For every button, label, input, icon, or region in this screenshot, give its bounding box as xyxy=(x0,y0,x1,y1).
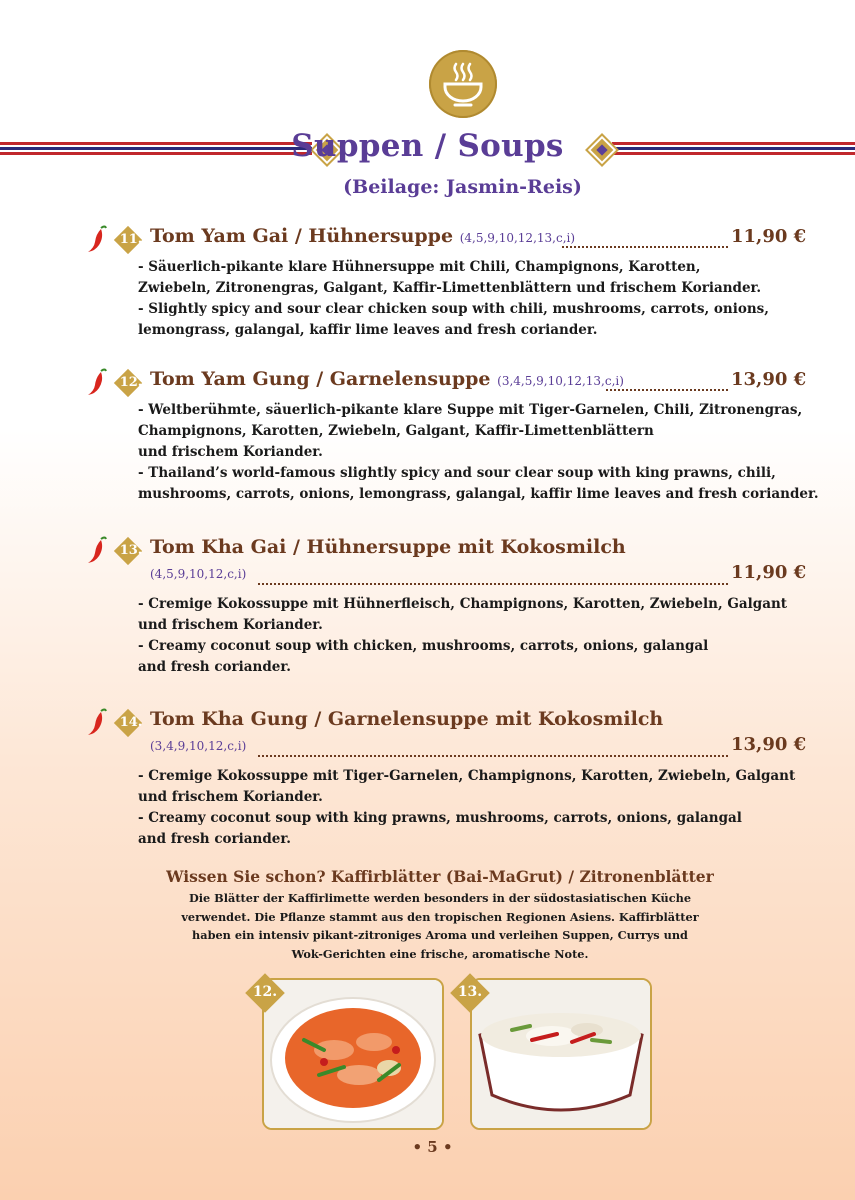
photo-tom-yam-gung xyxy=(262,978,444,1130)
leader-dots xyxy=(562,234,728,248)
page-number xyxy=(0,1138,855,1156)
item-price: 13,90 € xyxy=(731,734,807,755)
chili-icon xyxy=(86,707,108,737)
item-description: - Cremige Kokossuppe mit Hühnerfleisch, Champignons, Karotten, Zwiebeln, Galgant und frischem Koriander. - Creamy coconut soup with chicken, mushrooms, carrots, onions, galangal and fresh coriander. xyxy=(138,596,788,675)
photo-number-badge: 13. xyxy=(449,972,491,1014)
leader-dots xyxy=(606,377,728,391)
item-number-badge: 14. xyxy=(114,709,142,737)
item-price: 11,90 € xyxy=(731,562,807,583)
item-price: 13,90 € xyxy=(731,369,807,390)
chili-icon xyxy=(86,535,108,565)
item-number-badge: 13. xyxy=(114,537,142,565)
bullet-icon: • xyxy=(442,1138,453,1156)
page-title: Suppen / Soups xyxy=(291,128,564,164)
info-text: Die Blätter der Kaffirlimette werden besonders in der südostasiatischen Küche verwendet. Die Pflanze stammt aus den tropischen Regionen Asiens. Kaffirblätter haben ein intensiv pikant-zitroniges Aroma und verleihen Suppen, Currys und Wok-Gerichten eine frische, aromatische Note. xyxy=(181,891,699,961)
item-name: Tom Yam Gai / Hühnersuppe xyxy=(150,225,454,247)
chili-icon xyxy=(86,224,108,254)
item-price: 11,90 € xyxy=(731,226,807,247)
chili-icon xyxy=(86,367,108,397)
item-number-badge: 11. xyxy=(114,226,142,254)
item-allergens: (4,5,9,10,12,c,i) xyxy=(150,567,247,581)
photo-number-badge: 12. xyxy=(244,972,286,1014)
page-number-value: 5 xyxy=(427,1138,438,1156)
info-title: Wissen Sie schon? Kaffirblätter (Bai-MaGrut) / Zitronenblätter xyxy=(166,867,714,886)
item-allergens: (4,5,9,10,12,13,c,i) xyxy=(459,231,576,245)
page-subtitle: (Beilage: Jasmin-Reis) xyxy=(343,176,582,198)
item-name: Tom Yam Gung / Garnelensuppe xyxy=(150,368,491,390)
leader-dots xyxy=(258,743,728,757)
item-name: Tom Kha Gung / Garnelensuppe mit Kokosmilch xyxy=(150,708,664,730)
item-description: - Cremige Kokossuppe mit Tiger-Garnelen, Champignons, Karotten, Zwiebeln, Galgant und frischem Koriander. - Creamy coconut soup with king prawns, mushrooms, carrots, onions, galangal and fresh coriander. xyxy=(138,768,796,847)
bullet-icon: • xyxy=(412,1138,423,1156)
item-description: - Säuerlich-pikante klare Hühnersuppe mit Chili, Champignons, Karotten, Zwiebeln, Zitronengras, Galgant, Kaffir-Limettenblättern und frischem Koriander. - Slightly spicy and sour clear chicken soup with chili, mushrooms, carrots, onions, lemongrass, galangal, kaffir lime leaves and fresh coriander. xyxy=(138,259,769,338)
item-allergens: (3,4,9,10,12,c,i) xyxy=(150,739,247,753)
item-allergens: (3,4,5,9,10,12,13,c,i) xyxy=(497,374,624,388)
item-number-badge: 12. xyxy=(114,369,142,397)
item-name: Tom Kha Gai / Hühnersuppe mit Kokosmilch xyxy=(150,536,626,558)
soup-bowl-icon xyxy=(429,50,497,118)
leader-dots xyxy=(258,571,728,585)
photo-tom-kha-gai xyxy=(470,978,652,1130)
item-description: - Weltberühmte, säuerlich-pikante klare Suppe mit Tiger-Garnelen, Chili, Zitronengras, Champignons, Karotten, Zwiebeln, Galgant, Kaffir-Limettenblättern und frischem Koriander. - Thailand’s world-famous slightly spicy and sour clear soup with king prawns, chili, mushrooms, carrots, onions, lemongrass, galangal, kaffir lime leaves and fresh coriander. xyxy=(138,402,819,502)
